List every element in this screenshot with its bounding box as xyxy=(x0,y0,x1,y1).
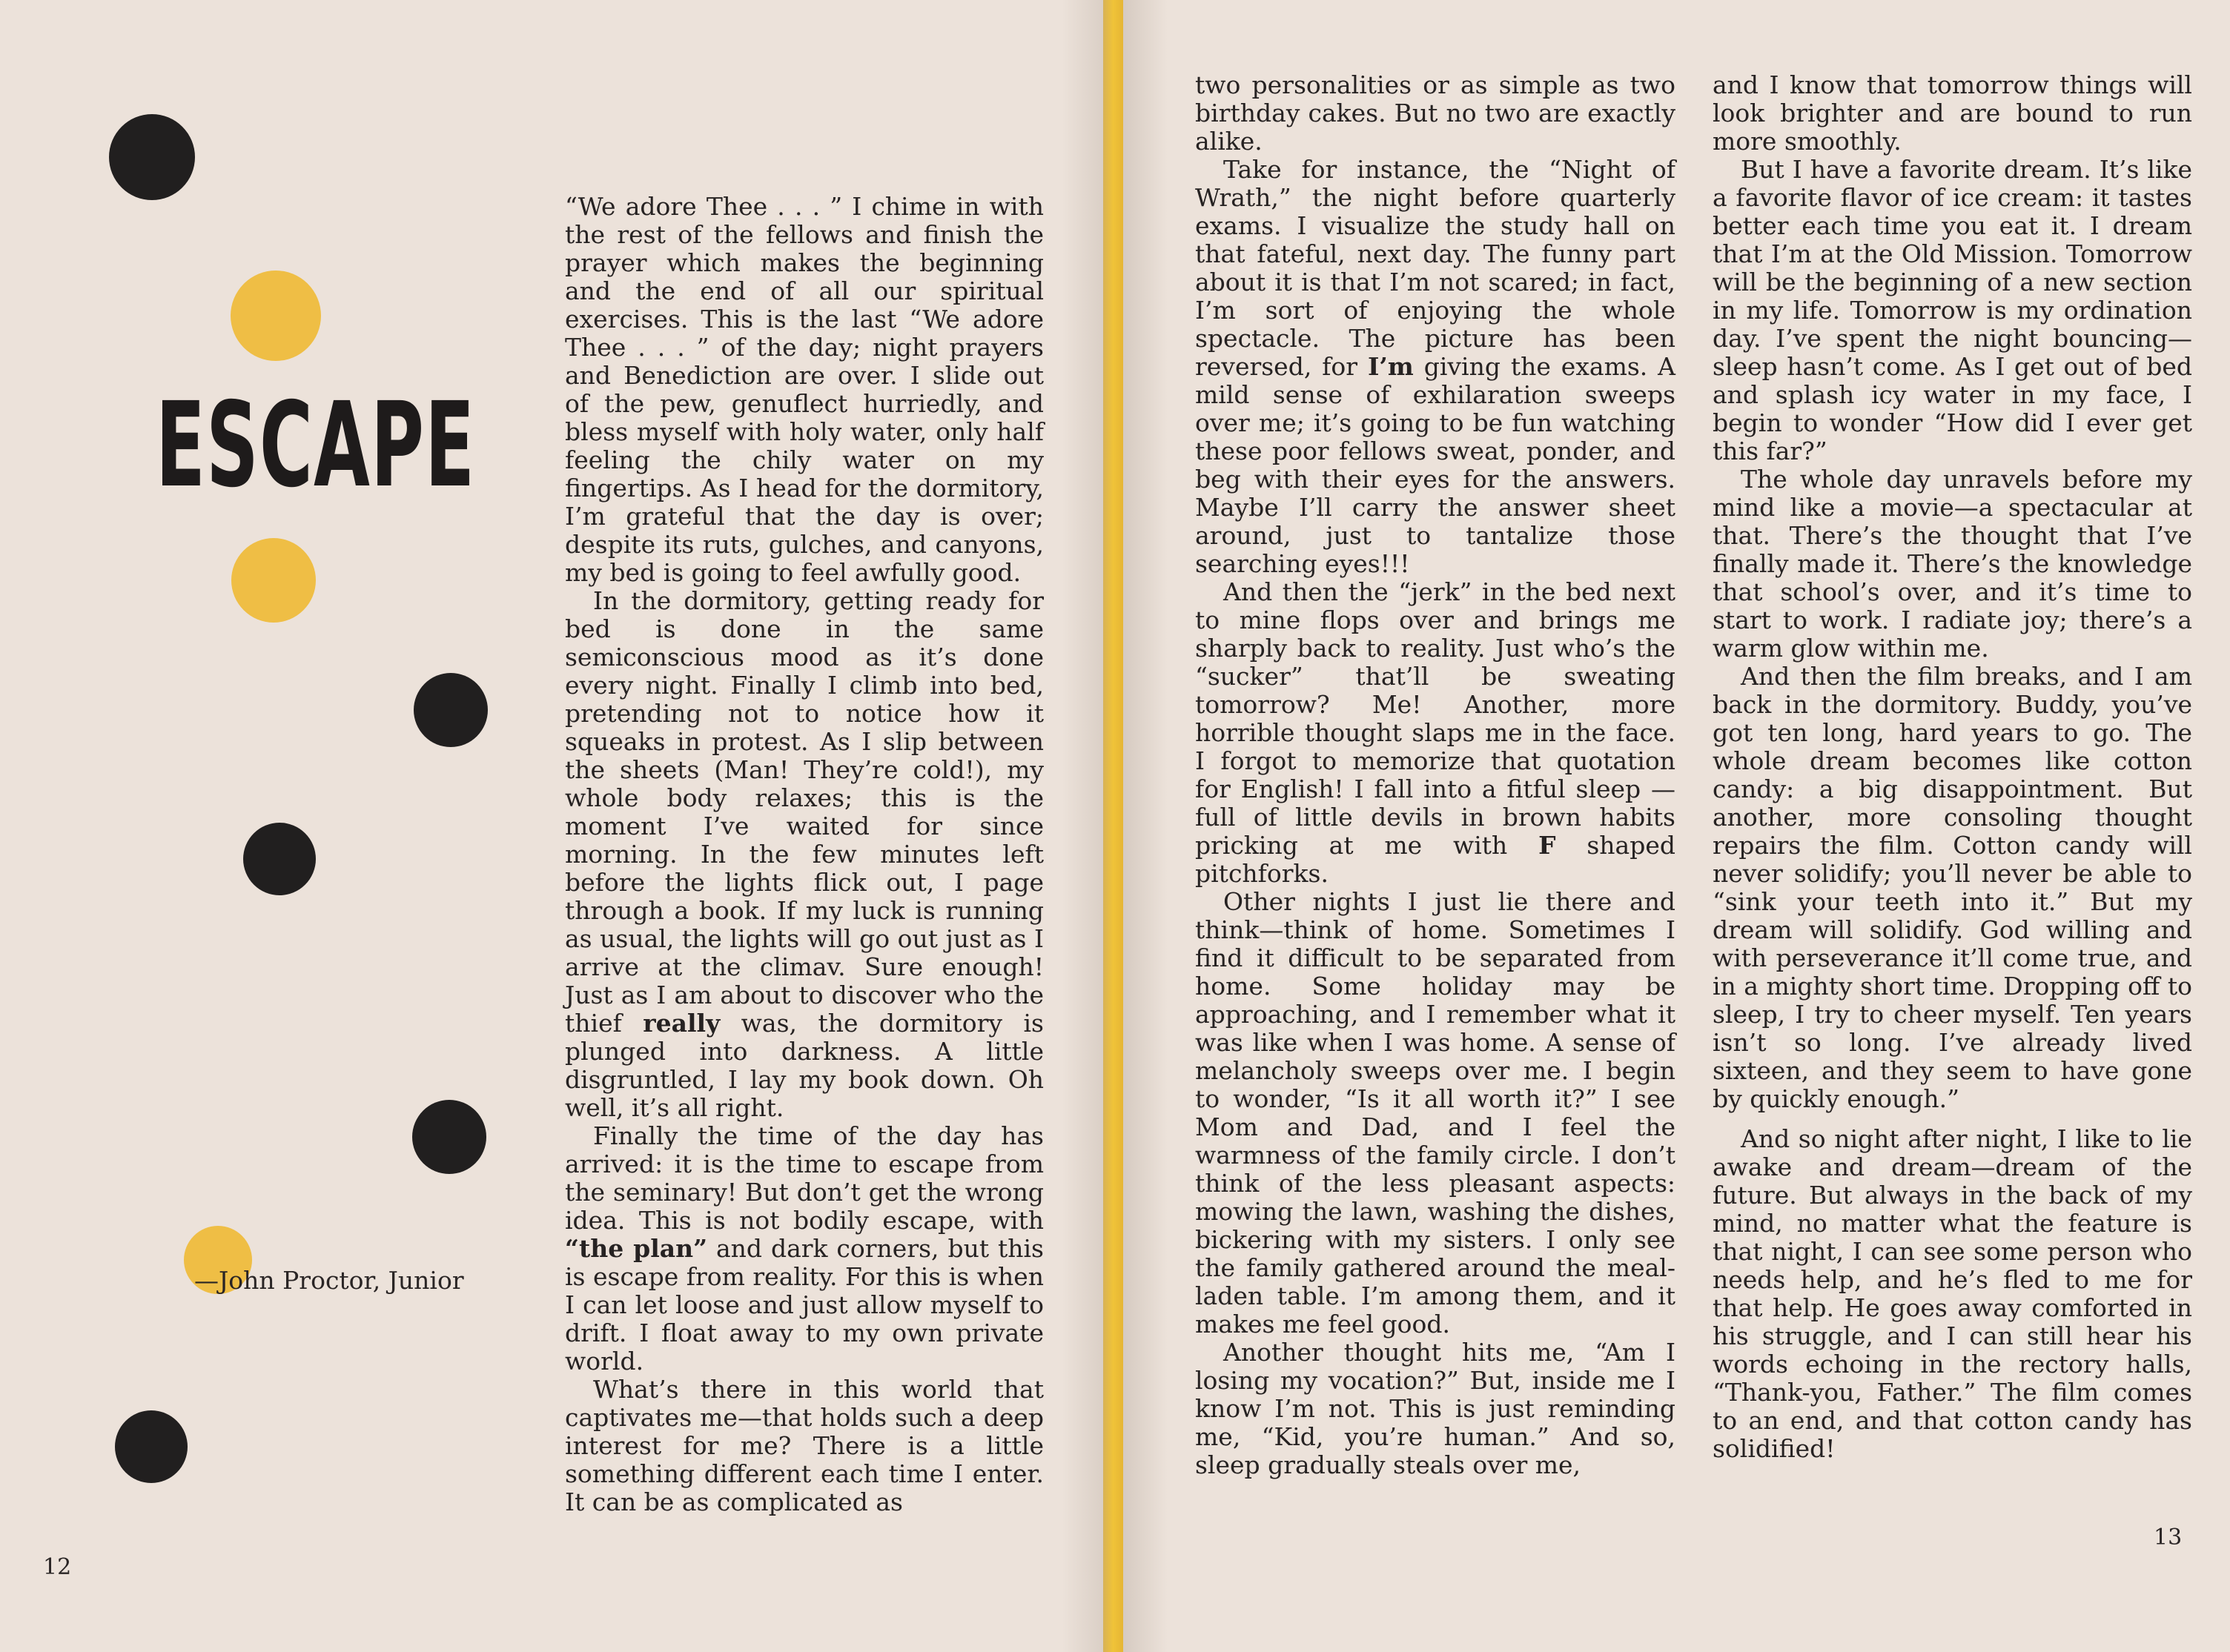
paragraph: And so night after night, I like to lie awake and dream—dream of the future. But always in the back of my mind, no matter what the feature is that night, I can see some person who needs help, and he’s fled to me for that help. He goes away comforted in his struggle, and I can still hear his words echoing in the rectory halls, “Thank-you, Father.” The film comes to an end, and that cotton candy has solidified! xyxy=(1713,1124,2192,1463)
page-number-right: 13 xyxy=(2154,1525,2183,1550)
paragraph: In the dormitory, getting ready for bed is done in the same semiconscious mood as it’s done every night. Finally I climb into bed, pretending not to notice how it squeaks in protest. As I slip between the sheets (Man! They’re cold!), my whole body relaxes; this is the moment I’ve waited for since morning. In the few minutes left before the lights flick out, I page through a book. If my luck is running as usual, the lights will go out just as I arrive at the climav. Sure enough! Just as I am about to discover who the thief really was, the dormitory is plunged into darkness. A little disgruntled, I lay my book down. Oh well, it’s all right. xyxy=(565,586,1044,1122)
paragraph: And then the “jerk” in the bed next to mine flops over and brings me sharply back to reality. Just who’s the “sucker” that’ll be sweating tomorrow? Me! Another, more horrible thought slaps me in the face. I forgot to memorize that quotation for English! I fall into a fitful sleep — full of little devils in brown habits pricking at me with F shaped pitchforks. xyxy=(1195,577,1675,888)
author-byline: —John Proctor, Junior xyxy=(194,1266,464,1295)
paragraph: What’s there in this world that captivates me—that holds such a deep interest for me? There is a little something different each time I enter. It can be as complicated as xyxy=(565,1375,1044,1516)
text-column-2 xyxy=(1195,71,1675,1479)
text-column-3 xyxy=(1713,71,2192,1463)
paragraph: Finally the time of the day has arrived: it is the time to escape from the seminary! But don’t get the wrong idea. This is not bodily escape, with “the plan” and dark corners, but this is escape from reality. For this is when I can let loose and just allow myself to drift. I float away to my own private world. xyxy=(565,1121,1044,1376)
page-number-left: 12 xyxy=(43,1554,72,1580)
decorative-dot-black xyxy=(412,1100,486,1174)
decorative-dot-black xyxy=(109,114,195,200)
decorative-dot-yellow xyxy=(231,271,321,361)
decorative-dot-black xyxy=(243,823,316,895)
paragraph: And then the film breaks, and I am back in the dormitory. Buddy, you’ve got ten long, hard years to go. The whole dream becomes like cotton candy: a big disappointment. But another, more consoling thought repairs the film. Cotton candy will never solidify; you’ll never be able to “sink your teeth into it.” But my dream will solidify. God willing and with perseverance it’ll come true, and in a mighty short time. Dropping off to sleep, I try to cheer myself. Ten years isn’t so long. I’ve already lived sixteen, and they seem to have gone by quickly enough.” xyxy=(1713,662,2192,1113)
page-shadow xyxy=(1123,0,1168,1652)
paragraph: The whole day unravels before my mind like a movie—a spectacular at that. There’s the thought that I’ve finally made it. There’s the knowledge that school’s over, and it’s time to start to work. I radiate joy; there’s a warm glow within me. xyxy=(1713,465,2192,663)
decorative-dot-black xyxy=(115,1410,188,1483)
paragraph: “We adore Thee . . . ” I chime in with the rest of the fellows and finish the prayer which makes the beginning and the end of all our spiritual exercises. This is the last “We adore Thee . . . ” of the day; night prayers and Benediction are over. I slide out of the pew, genuflect hurriedly, and bless myself with holy water, only half feeling the chily water on my fingertips. As I head for the dormitory, I’m grateful that the day is over; despite its ruts, gulches, and canyons, my bed is going to feel awfully good. xyxy=(565,192,1044,587)
paragraph: Another thought hits me, “Am I losing my vocation?” But, inside me I know I’m not. This is just reminding me, “Kid, you’re human.” And so, sleep gradually steals over me, xyxy=(1195,1338,1675,1479)
paragraph: two personalities or as simple as two birthday cakes. But no two are exactly alike. xyxy=(1195,70,1675,156)
decorative-dot-yellow xyxy=(231,538,316,623)
decorative-dot-black xyxy=(414,673,488,747)
paragraph: and I know that tomorrow things will look brighter and are bound to run more smoothly. xyxy=(1713,70,2192,156)
article-title: ESCAPE xyxy=(156,377,476,514)
left-page xyxy=(0,0,1106,1652)
page-shadow xyxy=(1062,0,1106,1652)
text-column-1 xyxy=(565,193,1044,1516)
paragraph: Other nights I just lie there and think—think of home. Sometimes I find it difficult to be separated from home. Some holiday may be approaching, and I remember what it was like when I was home. A sense of melancholy sweeps over me. I begin to wonder, “Is it all worth it?” I see Mom and Dad, and I feel the warmness of the family circle. I don’t think of the less pleasant aspects: mowing the lawn, washing the dishes, bickering with my sisters. I only see the family gathered around the meal-laden table. I’m among them, and it makes me feel good. xyxy=(1195,887,1675,1338)
paragraph: Take for instance, the “Night of Wrath,” the night before quarterly exams. I visualize the study hall on that fateful, next day. The funny part about it is that I’m not scared; in fact, I’m sort of enjoying the whole spectacle. The picture has been reversed, for I’m giving the exams. A mild sense of exhilaration sweeps over me; it’s going to be fun watching these poor fellows sweat, ponder, and beg with their eyes for the answers. Maybe I’ll carry the answer sheet around, just to tantalize those searching eyes!!! xyxy=(1195,155,1675,578)
paragraph: But I have a favorite dream. It’s like a favorite flavor of ice cream: it tastes better each time you eat it. I dream that I’m at the Old Mission. Tomorrow will be the beginning of a new section in my life. Tomorrow is my ordination day. I’ve spent the night bouncing—sleep hasn’t come. As I get out of bed and splash icy water in my face, I begin to wonder “How did I ever get this far?” xyxy=(1713,155,2192,465)
binding-gutter xyxy=(1103,0,1125,1652)
